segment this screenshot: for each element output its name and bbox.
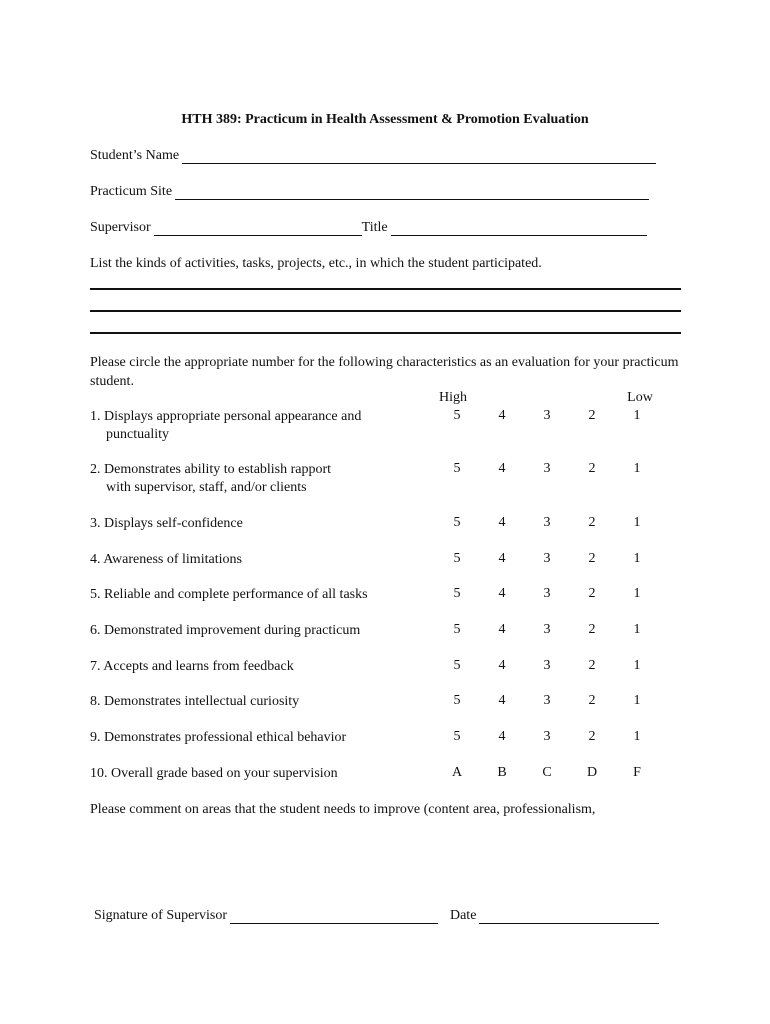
rating-option[interactable]: 2 xyxy=(588,408,596,423)
rating-instructions: Please circle the appropriate number for the following characteristics as an evaluation for your practicum student. xyxy=(90,355,679,389)
supervisor-line[interactable] xyxy=(154,221,362,236)
rating-option[interactable]: 3 xyxy=(543,461,551,476)
rating-option[interactable]: 3 xyxy=(543,408,551,423)
rating-option[interactable]: 3 xyxy=(543,622,551,637)
rating-option[interactable]: 1 xyxy=(633,729,641,744)
practicum-site-line[interactable] xyxy=(175,185,649,200)
date-label: Date xyxy=(449,908,477,923)
rating-option[interactable]: 3 xyxy=(543,551,551,566)
rating-option[interactable]: 5 xyxy=(453,693,461,708)
date-line[interactable] xyxy=(479,909,659,924)
rating-option[interactable]: F xyxy=(633,765,641,780)
rating-option[interactable]: 1 xyxy=(633,461,641,476)
rating-item-text: 9. Demonstrates professional ethical behavior xyxy=(90,730,347,745)
rating-option[interactable]: 1 xyxy=(633,551,641,566)
rating-option[interactable]: 3 xyxy=(543,515,551,530)
rating-option[interactable]: 4 xyxy=(498,622,506,637)
rating-option[interactable]: 2 xyxy=(588,586,596,601)
rating-option[interactable]: 4 xyxy=(498,461,506,476)
rating-option[interactable]: 1 xyxy=(633,693,641,708)
rating-option[interactable]: 2 xyxy=(588,515,596,530)
rating-option[interactable]: 5 xyxy=(453,729,461,744)
rating-option[interactable]: 1 xyxy=(633,515,641,530)
rating-item-label xyxy=(90,765,430,783)
rating-item-label xyxy=(90,551,430,569)
rating-item-text: 6. Demonstrated improvement during practicum xyxy=(90,623,361,638)
rating-option[interactable]: 3 xyxy=(543,729,551,744)
rating-item-label xyxy=(90,408,430,444)
rating-option[interactable]: 3 xyxy=(543,693,551,708)
rating-option[interactable]: 4 xyxy=(498,658,506,673)
rating-item-text: 7. Accepts and learns from feedback xyxy=(90,659,294,674)
rating-option[interactable]: 1 xyxy=(633,408,641,423)
title-line[interactable] xyxy=(391,221,647,236)
rating-item-text: 3. Displays self-confidence xyxy=(90,516,243,531)
rating-option[interactable]: 5 xyxy=(453,622,461,637)
rating-option[interactable]: 4 xyxy=(498,693,506,708)
signature-label: Signature of Supervisor xyxy=(94,908,227,923)
rating-option[interactable]: 5 xyxy=(453,658,461,673)
rating-item-label xyxy=(90,515,430,533)
rating-option[interactable]: 5 xyxy=(453,586,461,601)
signature-row xyxy=(94,908,659,924)
supervisor-label: Supervisor xyxy=(90,220,151,235)
rating-option[interactable]: 3 xyxy=(543,586,551,601)
supervisor-row xyxy=(90,220,647,236)
activities-line-3[interactable] xyxy=(90,332,681,334)
rating-item-label xyxy=(90,461,430,497)
rating-item-label xyxy=(90,622,430,640)
rating-option[interactable]: 5 xyxy=(453,551,461,566)
activities-prompt: List the kinds of activities, tasks, projects, etc., in which the student participated. xyxy=(90,256,542,271)
student-name-label: Student’s Name xyxy=(90,148,180,163)
rating-option[interactable]: 2 xyxy=(588,551,596,566)
activities-line-2[interactable] xyxy=(90,310,681,312)
rating-option[interactable]: 5 xyxy=(453,408,461,423)
rating-option[interactable]: 4 xyxy=(498,729,506,744)
rating-option[interactable]: 2 xyxy=(588,693,596,708)
activities-line-1[interactable] xyxy=(90,288,681,290)
rating-item-text: 2. Demonstrates ability to establish rapport xyxy=(90,462,332,477)
title-label: Title xyxy=(361,220,388,235)
rating-option[interactable]: 1 xyxy=(633,622,641,637)
rating-option[interactable]: 2 xyxy=(588,658,596,673)
rating-item-label xyxy=(90,586,430,604)
rating-option[interactable]: 4 xyxy=(498,515,506,530)
rating-option[interactable]: A xyxy=(451,765,463,780)
practicum-site-label: Practicum Site xyxy=(90,184,173,199)
student-name-line[interactable] xyxy=(182,149,656,164)
rating-option[interactable]: 4 xyxy=(498,551,506,566)
rating-item-text: 5. Reliable and complete performance of all tasks xyxy=(90,587,368,602)
rating-item-text: 4. Awareness of limitations xyxy=(90,552,242,567)
rating-item-text: 8. Demonstrates intellectual curiosity xyxy=(90,694,300,709)
scale-low-label: Low xyxy=(627,390,653,405)
rating-option[interactable]: 2 xyxy=(588,729,596,744)
rating-option[interactable]: D xyxy=(586,765,598,780)
rating-option[interactable]: 4 xyxy=(498,408,506,423)
rating-option[interactable]: 2 xyxy=(588,622,596,637)
rating-item-text: 10. Overall grade based on your supervision xyxy=(90,766,338,781)
rating-option[interactable]: 3 xyxy=(543,658,551,673)
practicum-site-row xyxy=(90,184,649,200)
rating-item-label xyxy=(90,729,430,747)
rating-option[interactable]: 1 xyxy=(633,586,641,601)
form-title: HTH 389: Practicum in Health Assessment & Promotion Evaluation xyxy=(181,112,589,127)
rating-option[interactable]: 5 xyxy=(453,515,461,530)
signature-line[interactable] xyxy=(230,909,438,924)
scale-high-label: High xyxy=(439,390,467,405)
rating-option[interactable]: 2 xyxy=(588,461,596,476)
rating-option[interactable]: 1 xyxy=(633,658,641,673)
rating-option[interactable]: 5 xyxy=(453,461,461,476)
rating-item-text-continued: punctuality xyxy=(106,427,169,442)
rating-item-text-continued: with supervisor, staff, and/or clients xyxy=(106,480,307,495)
rating-option[interactable]: C xyxy=(542,765,552,780)
comment-prompt: Please comment on areas that the student needs to improve (content area, professionalism, xyxy=(90,802,596,817)
rating-option[interactable]: B xyxy=(497,765,507,780)
rating-item-text: 1. Displays appropriate personal appearance and xyxy=(90,409,362,424)
rating-item-label xyxy=(90,658,430,676)
student-name-row xyxy=(90,148,656,164)
rating-item-label xyxy=(90,693,430,711)
rating-option[interactable]: 4 xyxy=(498,586,506,601)
